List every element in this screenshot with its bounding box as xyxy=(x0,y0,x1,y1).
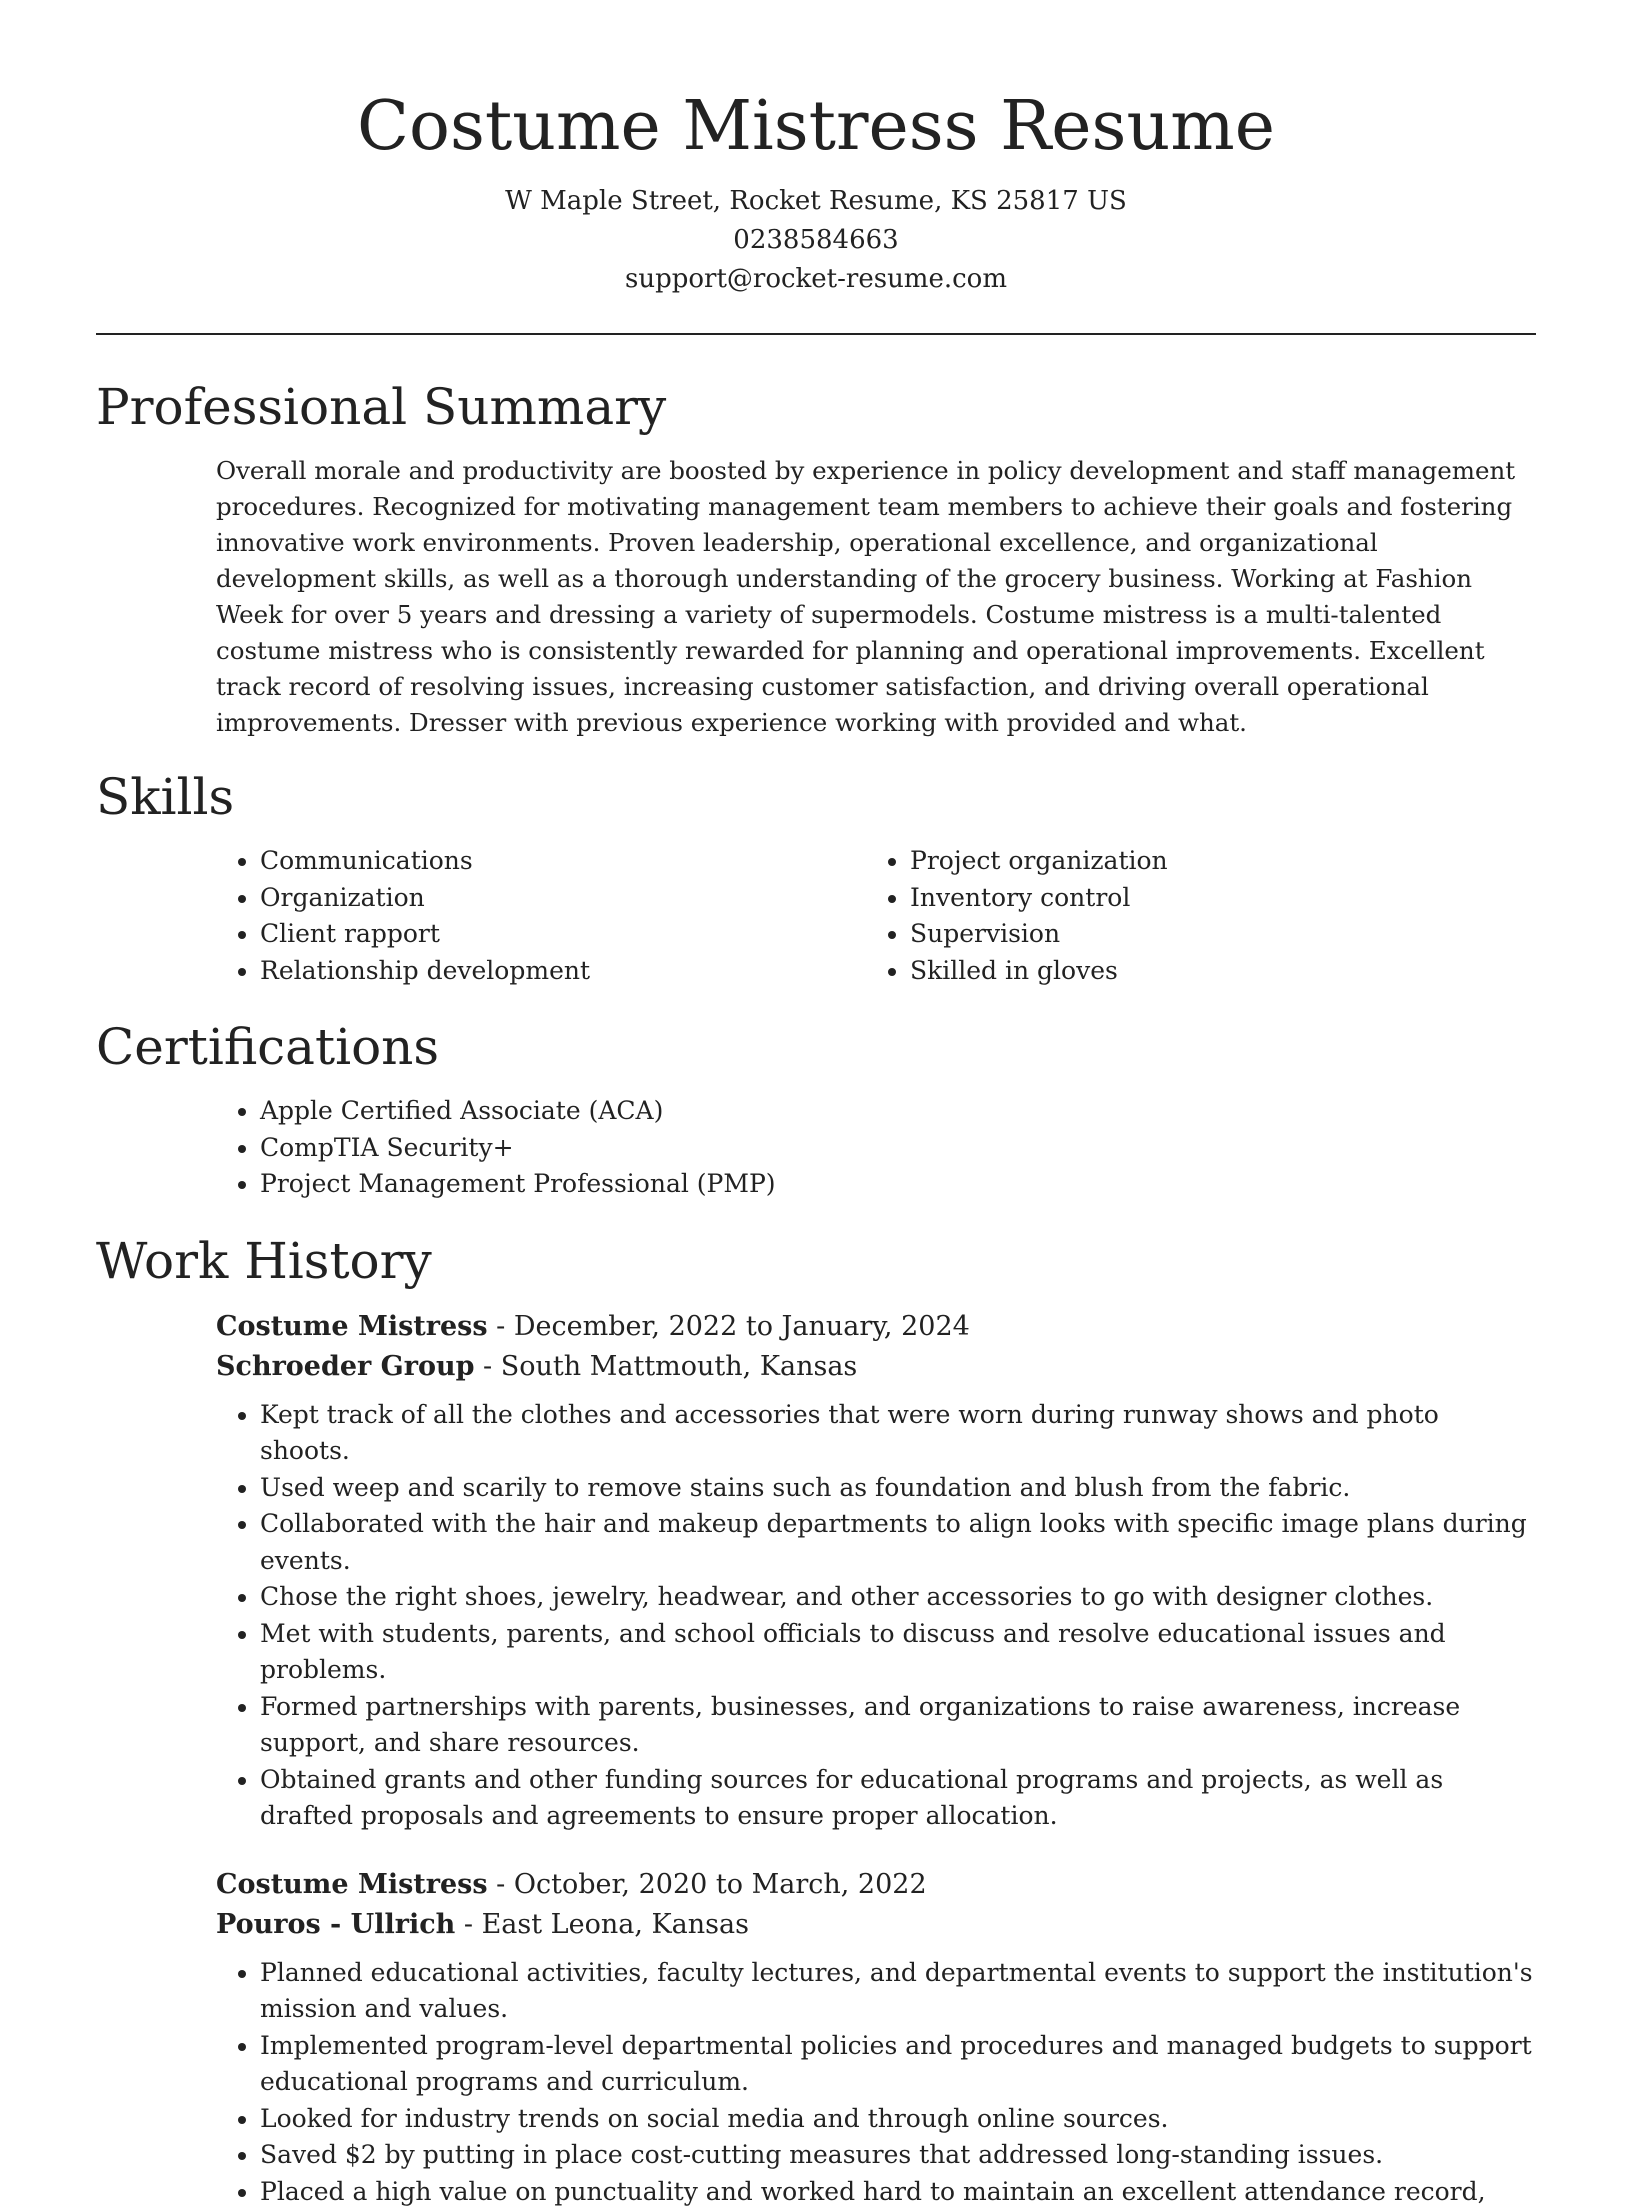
work-history-heading: Work History xyxy=(96,1229,1536,1293)
contact-address: W Maple Street, Rocket Resume, KS 25817 US xyxy=(96,182,1536,221)
certification-item: • CompTIA Security+ xyxy=(260,1130,1536,1167)
skill-item: • Client rapport xyxy=(260,916,866,953)
job-company-line xyxy=(216,1347,1536,1387)
skill-item: • Supervision xyxy=(910,916,1516,953)
summary-heading: Professional Summary xyxy=(96,375,1536,439)
job-bullet: • Obtained grants and other funding sources for educational programs and projects, as well as drafted proposals and agreements to ensure proper allocation. xyxy=(260,1762,1536,1835)
skills-column-right xyxy=(866,843,1516,989)
job-bullet: • Implemented program-level departmental policies and procedures and managed budgets to support educational programs and curriculum. xyxy=(260,2028,1536,2101)
skills-column-left xyxy=(216,843,866,989)
job-entry xyxy=(96,1307,1536,1835)
job-bullet: • Formed partnerships with parents, businesses, and organizations to raise awareness, increase support, and share resources. xyxy=(260,1689,1536,1762)
job-bullets xyxy=(216,1955,1536,2210)
job-company-line xyxy=(216,1905,1536,1945)
job-bullets xyxy=(216,1397,1536,1835)
skill-item: • Project organization xyxy=(910,843,1516,880)
skill-item: • Inventory control xyxy=(910,880,1516,917)
job-bullet: • Looked for industry trends on social media and through online sources. xyxy=(260,2101,1536,2138)
job-location: - South Mattmouth, Kansas xyxy=(474,1351,857,1382)
summary-section xyxy=(96,375,1536,741)
job-location: - East Leona, Kansas xyxy=(455,1909,749,1940)
job-company: Schroeder Group xyxy=(216,1351,474,1382)
job-title-line xyxy=(216,1865,1536,1905)
certification-item: • Project Management Professional (PMP) xyxy=(260,1166,1536,1203)
certifications-section xyxy=(96,1015,1536,1203)
job-bullet: • Met with students, parents, and school officials to discuss and resolve educational issues and problems. xyxy=(260,1616,1536,1689)
job-title-line xyxy=(216,1307,1536,1347)
job-bullet: • Planned educational activities, faculty lectures, and departmental events to support the institution's mission and values. xyxy=(260,1955,1536,2028)
job-company: Pouros - Ullrich xyxy=(216,1909,455,1940)
job-title: Costume Mistress xyxy=(216,1869,488,1900)
resume-header xyxy=(96,0,1536,299)
job-bullet: • Used weep and scarily to remove stains such as foundation and blush from the fabric. xyxy=(260,1470,1536,1507)
job-entry xyxy=(96,1865,1536,2210)
skills-grid xyxy=(96,843,1536,989)
resume-page xyxy=(96,0,1536,2210)
certification-item: • Apple Certified Associate (ACA) xyxy=(260,1093,1536,1130)
skill-item: • Skilled in gloves xyxy=(910,953,1516,990)
job-bullet: • Saved $2 by putting in place cost-cutting measures that addressed long-standing issues. xyxy=(260,2137,1536,2174)
job-bullet: • Collaborated with the hair and makeup departments to align looks with specific image plans during events. xyxy=(260,1506,1536,1579)
skill-item: • Relationship development xyxy=(260,953,866,990)
job-bullet: • Chose the right shoes, jewelry, headwear, and other accessories to go with designer clothes. xyxy=(260,1579,1536,1616)
work-history-section xyxy=(96,1229,1536,2210)
job-dates: - October, 2020 to March, 2022 xyxy=(488,1869,927,1900)
skill-item: • Communications xyxy=(260,843,866,880)
contact-block xyxy=(96,182,1536,299)
job-title: Costume Mistress xyxy=(216,1311,488,1342)
job-bullet: • Kept track of all the clothes and accessories that were worn during runway shows and photo shoots. xyxy=(260,1397,1536,1470)
skills-heading: Skills xyxy=(96,765,1536,829)
certifications-heading: Certifications xyxy=(96,1015,1536,1079)
job-bullet: • Placed a high value on punctuality and worked hard to maintain an excellent attendance record, xyxy=(260,2174,1536,2210)
skill-item: • Organization xyxy=(260,880,866,917)
summary-text: Overall morale and productivity are boosted by experience in policy development and staff management procedures. Recognized for motivating management team members to achieve their goals and fostering innovative work environments. Proven leadership, operational excellence, and organizational development skills, as well as a thorough understanding of the grocery business. Working at Fashion Week for over 5 years and dressing a variety of supermodels. Costume mistress is a multi-talented costume mistress who is consistently rewarded for planning and operational improvements. Excellent track record of resolving issues, increasing customer satisfaction, and driving overall operational improvements. Dresser with previous experience working with provided and what. xyxy=(216,453,1536,741)
resume-title: Costume Mistress Resume xyxy=(96,82,1536,172)
contact-email: support@rocket-resume.com xyxy=(96,260,1536,299)
skills-section xyxy=(96,765,1536,989)
job-dates: - December, 2022 to January, 2024 xyxy=(488,1311,970,1342)
contact-phone: 0238584663 xyxy=(96,221,1536,260)
header-divider xyxy=(96,333,1536,335)
